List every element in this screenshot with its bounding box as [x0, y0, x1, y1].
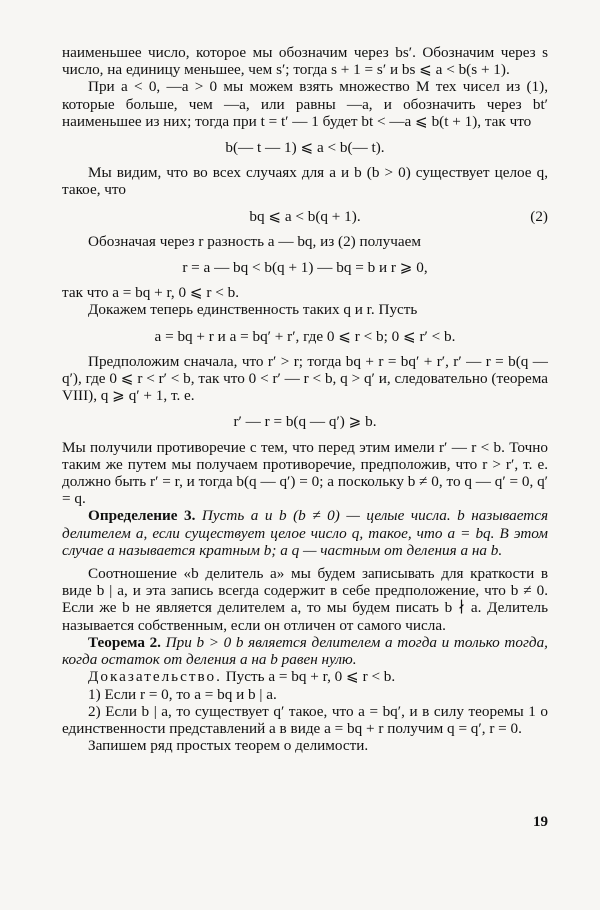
definition-3: [62, 507, 548, 559]
definition-label: Определение 3.: [88, 507, 196, 525]
paragraph: так что a = bq + r, 0 ⩽ r < b.: [62, 284, 240, 302]
paragraph: При a < 0, —a > 0 мы можем взять множество M тех чисел из (1), которые больше, чем —a, или равны —a, и обозначить через bt′ наименьшее из них; тогда при t = t′ — 1 будет bt < —a ⩽ b(t + 1), так что: [62, 78, 548, 130]
formula-numbered: [62, 208, 548, 225]
formula: r′ — r = b(q — q′) ⩾ b.: [233, 413, 377, 431]
theorem-2: [62, 634, 548, 668]
proof-text: Пусть a = bq + r, 0 ⩽ r < b.: [221, 668, 396, 686]
formula: b(— t — 1) ⩽ a < b(— t).: [225, 139, 385, 157]
paragraph: наименьшее число, которое мы обозначим через bs′. Обозначим через s число, на единицу меньшее, чем s′; тогда s + 1 = s′ и bs ⩽ a < b(s + 1).: [62, 44, 548, 79]
paragraph: Обозначая через r разность a — bq, из (2) получаем: [88, 232, 421, 250]
list-item: 2) Если b | a, то существует q′ такое, что a = bq′, и в силу теоремы 1 о единственности представлений a в виде a = bq + r получим q = q′, r = 0.: [62, 702, 548, 737]
proof-label: Доказательство.: [88, 668, 222, 686]
page-number: 19: [533, 814, 548, 830]
paragraph: Предположим сначала, что r′ > r; тогда bq + r = bq′ + r′, r′ — r = b(q — q′), где 0 ⩽ r < r′ < b, так что 0 < r′ — r < b, q > q′ и, следовательно (теорема VIII), q ⩾ q′ + 1, т. е.: [62, 352, 548, 405]
paragraph: Соотношение «b делитель a» мы будем записывать для краткости в виде b | a, и эта запись всегда содержит в себе предположение, что b ≠ 0. Если же b не является делителем a, то мы будем писать b ∤ a. Делитель называется собственным, если он отличен от самого числа.: [62, 565, 548, 634]
theorem-text: При b > 0 b является делителем a тогда и только тогда, когда остаток от деления a на b равен нулю.: [62, 633, 548, 669]
formula: bq ⩽ a < b(q + 1).: [249, 207, 361, 225]
proof: [62, 668, 548, 685]
formula: a = bq + r и a = bq′ + r′, где 0 ⩽ r < b; 0 ⩽ r′ < b.: [154, 327, 456, 345]
paragraph: Запишем ряд простых теорем о делимости.: [88, 737, 369, 755]
list-item: 1) Если r = 0, то a = bq и b | a.: [88, 685, 277, 703]
paragraph: Докажем теперь единственность таких q и r. Пусть: [88, 301, 418, 319]
equation-number: (2): [530, 207, 548, 225]
paragraph: Мы получили противоречие с тем, что перед этим имели r′ — r < b. Точно таким же путем мы получаем противоречие, предположив, что r > r′, т. е. должно быть r′ = r, и тогда b(q — q′) = 0; а поскольку b ≠ 0, то q — q′ = 0, q′ = q.: [62, 438, 548, 508]
paragraph: Мы видим, что во всех случаях для a и b (b > 0) существует целое q, такое, что: [62, 164, 548, 199]
definition-text: Пусть a и b (b ≠ 0) — целые числа. b называется делителем a, если существует целое число q, такое, что a = bq. В этом случае a называется кратным b; a q — частным от деления a на b.: [62, 507, 549, 559]
formula: r = a — bq < b(q + 1) — bq = b и r ⩾ 0,: [182, 259, 428, 277]
theorem-label: Теорема 2.: [88, 633, 161, 651]
page-text: [62, 44, 548, 754]
